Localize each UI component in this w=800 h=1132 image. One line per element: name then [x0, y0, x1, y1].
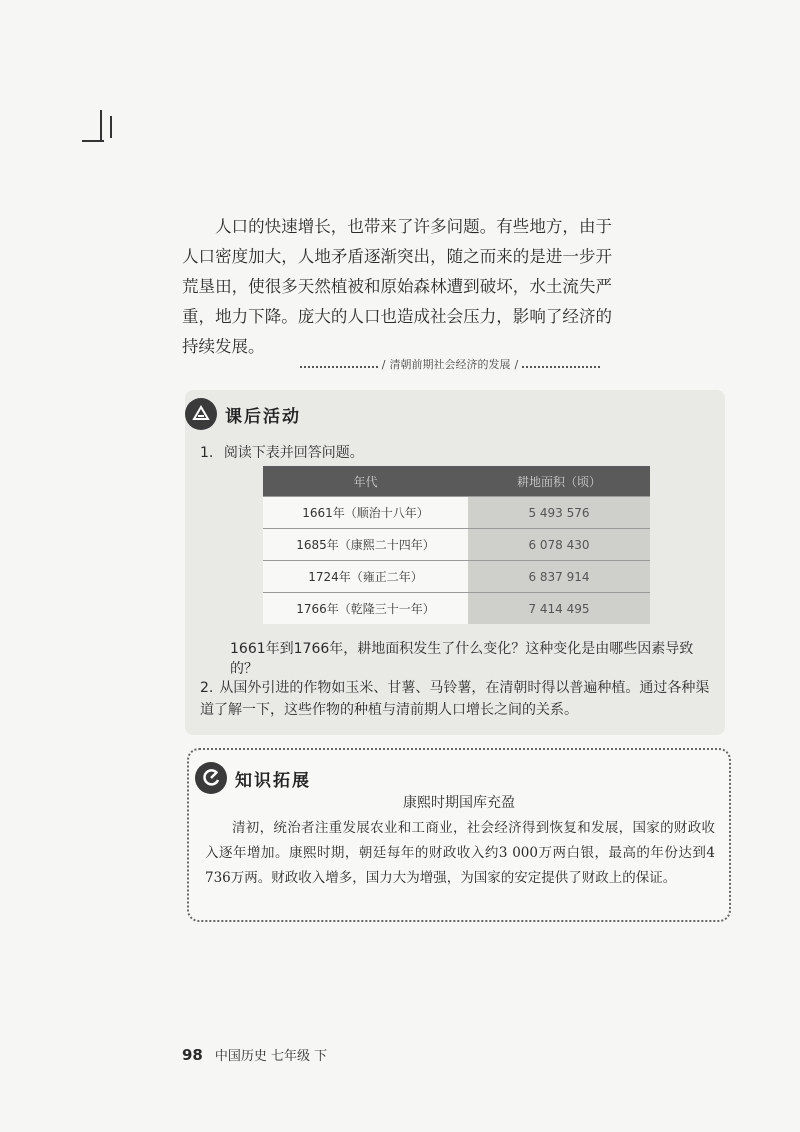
table-row — [263, 561, 650, 593]
table-row — [263, 593, 650, 625]
question-1-text: 阅读下表并回答问题。 — [223, 445, 364, 461]
knowledge-subtitle: 康熙时期国库充盈 — [403, 795, 515, 811]
table-cell-year: 1685年（康熙二十四年） — [263, 529, 468, 561]
table-row — [263, 529, 650, 561]
intro-paragraph: 人口的快速增长，也带来了许多问题。有些地方，由于人口密度加大，人地矛盾逐渐突出，随之而来的是进一步开荒垦田，使很多天然植被和原始森林遭到破坏，水土流失严重，地力下降。庞大的人口也造成社会压力，影响了经济的持续发展。 — [182, 217, 612, 356]
farmland-table — [263, 466, 650, 624]
question-2-text: 从国外引进的作物如玉米、甘薯、马铃薯，在清朝时得以普遍种植。通过各种渠道了解一下，这些作物的种植与清前期人口增长之间的关系。 — [200, 680, 710, 718]
activity-box — [185, 390, 725, 735]
section-footer-label: 清朝前期社会经济的发展 — [389, 358, 511, 371]
table-row — [263, 497, 650, 529]
table-cell-area: 7 414 495 — [468, 593, 650, 625]
knowledge-icon — [195, 762, 227, 794]
table-cell-year: 1661年（顺治十八年） — [263, 497, 468, 529]
question-1 — [200, 442, 364, 462]
table-cell-year: 1766年（乾隆三十一年） — [263, 593, 468, 625]
table-cell-area: 5 493 576 — [468, 497, 650, 529]
activity-icon — [185, 398, 217, 430]
question-1-number: 1. — [200, 445, 214, 461]
section-footer: / 清朝前期社会经济的发展 / — [300, 356, 600, 372]
knowledge-body: 清初，统治者注重发展农业和工商业，社会经济得到恢复和发展，国家的财政收入逐年增加。康熙时期，朝廷每年的财政收入约3 000万两白银，最高的年份达到4 736万两。财政收入增多，国力大为增强，为国家的安定提供了财政上的保证。 — [205, 820, 715, 886]
activity-header — [185, 398, 301, 430]
page-number: 98 — [182, 1046, 203, 1064]
knowledge-header — [195, 762, 311, 794]
table-cell-area: 6 078 430 — [468, 529, 650, 561]
knowledge-title: 知识拓展 — [235, 770, 311, 791]
book-title: 中国历史 七年级 下 — [214, 1049, 328, 1064]
crop-mark — [82, 110, 122, 150]
page-footer — [182, 1045, 327, 1064]
table-header-area: 耕地面积（顷） — [468, 466, 650, 497]
question-1-follow-up: 1661年到1766年，耕地面积发生了什么变化？这种变化是由哪些因素导致的？ — [230, 641, 694, 677]
table-header-year: 年代 — [263, 466, 468, 497]
activity-title: 课后活动 — [225, 406, 301, 427]
question-2-number: 2. — [200, 680, 214, 696]
knowledge-box — [187, 748, 731, 922]
question-2 — [200, 677, 715, 721]
table-cell-year: 1724年（雍正二年） — [263, 561, 468, 593]
table-cell-area: 6 837 914 — [468, 561, 650, 593]
